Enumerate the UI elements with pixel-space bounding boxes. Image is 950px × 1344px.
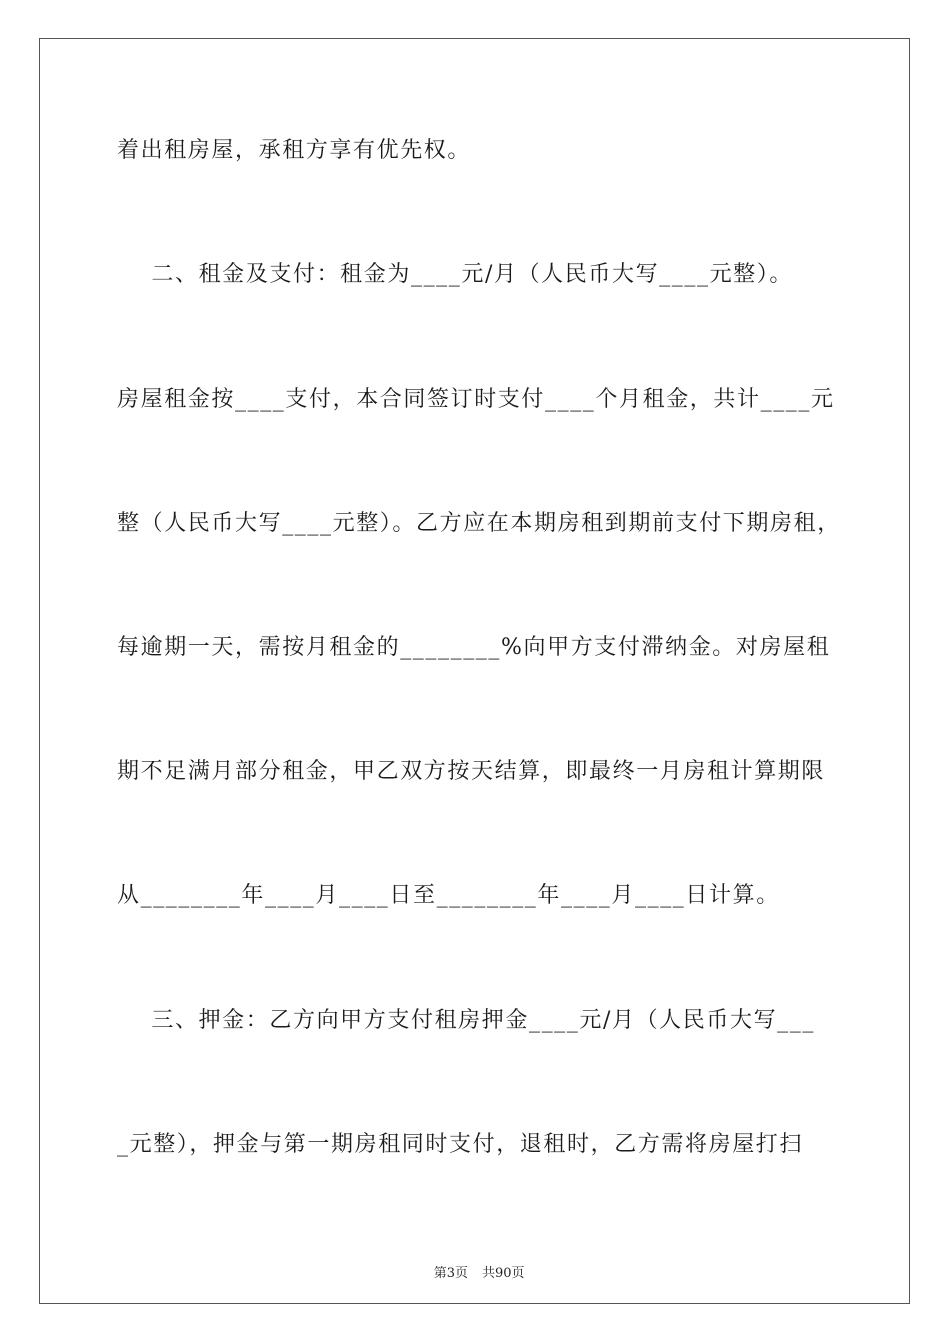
text-line: 从________年____月____日至________年____月____日计算。	[117, 883, 780, 908]
page-number-total: 共90页	[482, 1266, 525, 1281]
text-line: 房屋租金按____支付，本合同签订时支付____个月租金，共计____元	[117, 387, 835, 412]
text-line: 期不足满月部分租金，甲乙双方按天结算，即最终一月房租计算期限	[117, 759, 826, 784]
text-line: 二、租金及支付：租金为____元/月（人民币大写____元整）。	[117, 262, 793, 287]
text-line: 每逾期一天，需按月租金的________%向甲方支付滞纳金。对房屋租	[117, 635, 831, 660]
text-line: 三、押金：乙方向甲方支付租房押金____元/月（人民币大写___	[117, 1008, 815, 1033]
page-number-current: 第3页	[433, 1266, 468, 1281]
page-footer	[0, 1247, 950, 1283]
text-line: 整（人民币大写____元整）。乙方应在本期房租到期前支付下期房租，	[117, 511, 841, 536]
page-border	[39, 38, 910, 1304]
text-line: 着出租房屋，承租方享有优先权。	[117, 138, 472, 163]
text-line: _元整），押金与第一期房租同时支付，退租时，乙方需将房屋打扫	[117, 1132, 804, 1157]
